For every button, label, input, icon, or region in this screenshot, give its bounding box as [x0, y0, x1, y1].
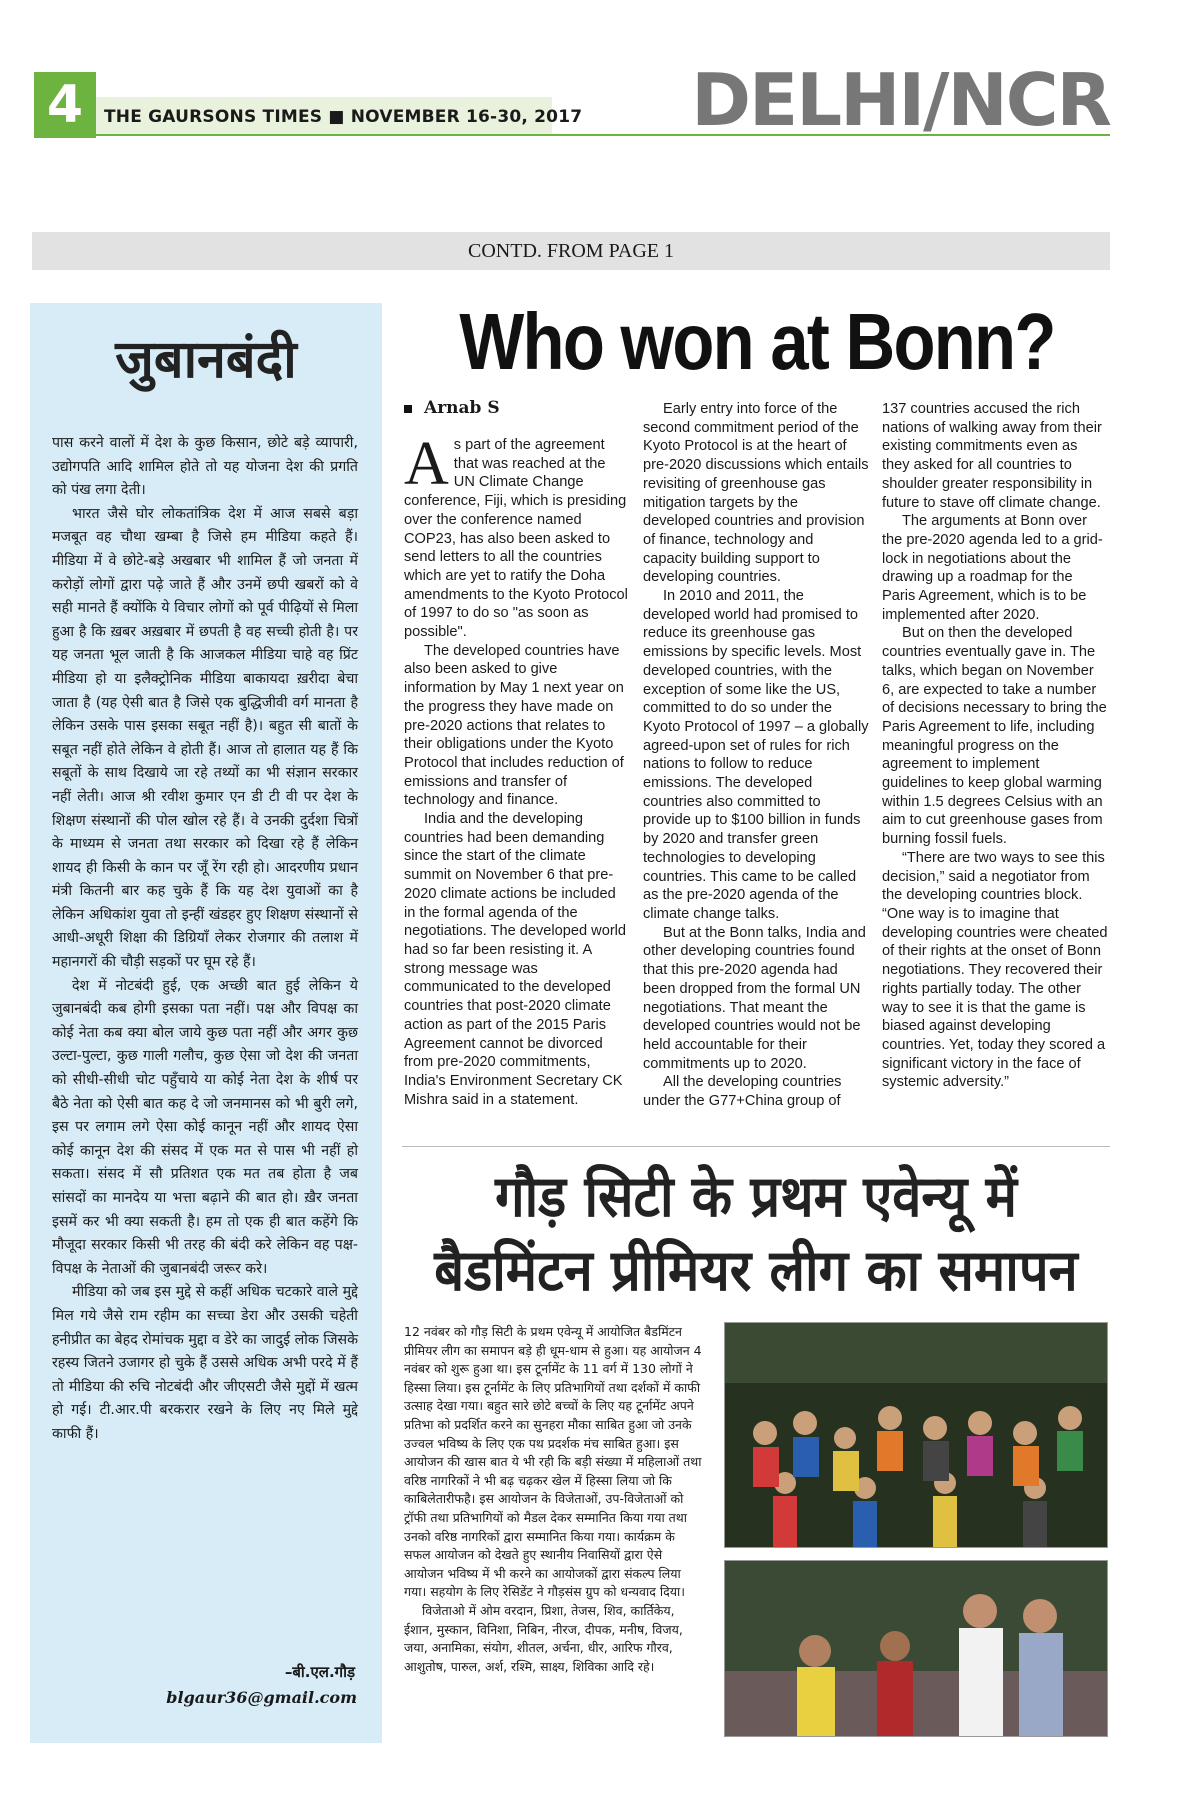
editorial-body	[52, 432, 358, 1447]
badminton-headline	[430, 1160, 1081, 1308]
byline-name: Arnab S	[424, 398, 500, 418]
byline-square-icon	[404, 405, 412, 413]
article-column-1	[404, 430, 630, 1109]
editorial-paragraph: मीडिया को जब इस मुद्दे से कहीं अधिक चटकारे वाले मुद्दे मिल गये जैसे राम रहीम का सच्चा डेरा और उसकी चहेती हनीप्रीत का बेहद रोमांचक मुद्दा व डेरे का जादुई लोक जिसके रहस्य जितने उजागर हो चुके हैं उससे अधिक अभी परदे में हैं तो मीडिया की रुचि नोटबंदी और जीएसटी जैसे मुद्दों में खत्म हो गई। टी.आर.पी बरकरार रखने के लिए नए मिले मुद्दे काफी हैं।	[52, 1284, 358, 1442]
badminton-headline-line-2: बैडमिंटन प्रीमियर लीग का समापन	[434, 1238, 1078, 1304]
article-paragraph-text: s part of the agreement that was reached at the UN Climate Change conference, Fiji, which is presiding over the conference named COP23, has also been asked to send letters to all the countries which are yet to ratify the Doha amendments to the Kyoto Protocol of 1997 to do so "as soon as possible".	[404, 437, 628, 641]
article-paragraph: “There are two ways to see this decision,” said a negotiator from the developing countries block. “One way is to imagine that developing countries were cheated of their rights at the onset of Bonn negotiations. They recovered their rights partially today. The other way to see it is that the game is biased against developing countries. Yet, today they scored a significant victory in the face of systemic adversity.”	[882, 849, 1108, 1091]
award-photo	[724, 1560, 1108, 1737]
article-paragraph: The arguments at Bonn over the pre-2020 agenda led to a grid-lock in negotiations about the drawing up a roadmap for the Paris Agreement, which is to be implemented after 2020.	[882, 513, 1103, 623]
article-column-2	[643, 400, 869, 1111]
article-paragraph: In 2010 and 2011, the developed world had promised to reduce its greenhouse gas emissions by specific levels. Most developed countries, with the exception of some like the US, committed to do so under the Kyoto Protocol of 1997 – a globally agreed-upon set of rules for rich nations to follow to reduce emissions. The developed countries also committed to provide up to $100 billion in funds by 2020 and transfer green technologies to developing countries. This came to be called as the pre-2020 agenda of the climate change talks.	[643, 588, 869, 922]
article-paragraph: All the developing countries under the G77+China group of	[643, 1074, 842, 1110]
badminton-paragraph: विजेताओ में ओम वरदान, प्रिशा, तेजस, शिव, कार्तिकेय, ईशान, मुस्कान, विनिशा, निबिन, नीरज, दीपक, मनीष, विजय, जया, अनामिका, संयोग, शीतल, अर्चना, धीर, आरिफ गौरव, आशुतोष, पारुल, अर्श, रश्मि, साक्ष्य, शिविका आदि रहे।	[404, 1602, 683, 1674]
badminton-paragraph: 12 नवंबर को गौड़ सिटी के प्रथम एवेन्यू में आयोजित बैडमिंटन प्रीमियर लीग का समापन बड़े ही धूम-धाम से हुआ। यह आयोजन 4 नवंबर को शुरू हुआ था। इस टूर्नामेंट के 11 वर्ग में 130 लोगों ने हिस्सा लिया। इस टूर्नामेंट के लिए प्रतिभागियों तथा दर्शकों में काफी उत्साह देखा गया। बहुत सारे छोटे बच्चों के लिए यह टूर्नामेंट अपने प्रतिभा को प्रदर्शित करने का सुनहरा मौका साबित हुआ जो उनके उज्वल भविष्य के लिए एक पथ प्रदर्शक मंच साबित हुआ। इस आयोजन की खास बात ये भी रही कि बड़ी संख्या में महिलाओं तथा वरिष्ठ नागरिकों ने भी बढ़ चढ़कर खेल में हिस्सा लिया जो कि काबिलेतारीफहै। इस आयोजन के विजेताओं, उप-विजेताओं को ट्रॉफी तथा प्रतिभागियों को मैडल देकर सम्मानित किया गया तथा उनको वरिष्ठ नागरिकों द्वारा सम्मानित किया गया। कार्यक्रम के सफल आयोजन को देखते हुए स्थानीय निवासियों द्वारा ऐसे आयोजन भविष्य में भी करने का आयोजकों द्वारा संकल्प लिया गया। सहयोग के लिए रेसिडेंट ने गौड़संस ग्रुप को धन्यवाद दिया।	[404, 1324, 702, 1600]
page-number: 4	[34, 72, 96, 138]
editorial-author: –बी.एल.गौड़	[284, 1663, 355, 1681]
article-paragraph: The developed countries have also been asked to give information by May 1 next year on the progress they have made on pre-2020 actions that relates to their obligations under the Kyoto Protocol that includes reduction of emissions and transfer of technology and finance.	[404, 642, 624, 809]
section-title: DELHI/NCR	[691, 58, 1110, 142]
badminton-body	[404, 1323, 704, 1676]
editorial-paragraph: पास करने वालों में देश के कुछ किसान, छोटे बड़े व्यापारी, उद्योगपति आदि शामिल होते तो यह योजना देश की प्रगति को पंख लगा देती।	[52, 435, 358, 499]
article-headline: Who won at Bonn?	[459, 297, 1055, 386]
article-byline	[404, 398, 500, 418]
section-divider	[402, 1146, 1110, 1147]
article-column-3	[882, 400, 1108, 1092]
article-paragraph: India and the developing countries had been demanding since the start of the climate summit on November 6 that pre-2020 climate actions be included in the formal agenda of the negotiations. The developed world had so far been resisting it. A strong message was communicated to the developed countries that post-2020 climate action as part of the 2015 Paris Agreement cannot be divorced from pre-2020 commitments, India's Environment Secretary CK Mishra said in a statement.	[404, 811, 627, 1108]
contd-banner: CONTD. FROM PAGE 1	[32, 232, 1110, 270]
editorial-paragraph: देश में नोटबंदी हुई, एक अच्छी बात हुई लेकिन ये जुबानबंदी कब होगी इसका पता नहीं। पक्ष और विपक्ष का कोई नेता कब क्या बोल जाये कुछ पता नहीं और अगर कुछ उल्टा-पुल्टा, कुछ गाली गलौच, कुछ ऐसा जो देश की जनता को सीधी-सीधी चोट पहुँचाये या कोई नेता देश के शीर्ष पर बैठे नेता को ऐसी बात कह दे जो जनमानस को भी बुरी लगे, इस पर लगाम लगे ऐसा कोई कानून नहीं और शायद ऐसा कोई कानून देश की संसद में एक मत से पास भी नहीं हो सकता। संसद में सौ प्रतिशत एक मत तब होता है जब सांसदों का मानदेय या भत्ता बढ़ाने की बात हो। ख़ैर जनता इसमें कर भी क्या सकती है। हम तो एक ही बात कहेंगे कि मौजूदा सरकार किसी भी तरह की बंदी करे लेकिन वह पक्ष-विपक्ष के नेताओं की जुबानबंदी जरूर करे।	[52, 977, 358, 1277]
dropcap: A	[404, 430, 449, 498]
group-photo	[724, 1322, 1108, 1548]
article-paragraph: 137 countries accused the rich nations of walking away from their existing commitments even as they asked for all countries to shoulder greater responsibility in future to stave off climate change.	[882, 401, 1102, 511]
editorial-email[interactable]: blgaur36@gmail.com	[166, 1688, 357, 1707]
editorial-title: जुबानबंदी	[115, 330, 297, 390]
article-paragraph: Early entry into force of the second commitment period of the Kyoto Protocol is at the heart of pre-2020 discussions which entails revisiting of greenhouse gas mitigation targets by the developed countries and provision of finance, technology and capacity building support to developing countries.	[643, 401, 869, 586]
editorial-paragraph: भारत जैसे घोर लोकतांत्रिक देश में आज सबसे बड़ा मजबूत वह चौथा खम्बा है जिसे हम मीडिया कहते हैं। मीडिया में वे छोटे-बड़े अखबार भी शामिल हैं जो जनता में करोड़ों लोगों द्वारा पढ़े जाते हैं और उनमें छपी खबरों को वे सही मानते हैं क्योंकि ये विचार लोगों को पूर्व पीढ़ियों से मिला हुआ है कि ख़बर अख़बार में छपती है वह सच्ची होती है। पर यह जनता भूल जाती है कि आजकल मीडिया चाहे वह प्रिंट मीडिया हो या इलैक्ट्रोनिक मीडिया बाकायदा ख़रीदा बेचा जाता है (यह ऐसी बात है जिसे एक बुद्धिजीवी वर्ग मानता है लेकिन उसके पास इसका सबूत नहीं है)। बहुत सी बातों के सबूत नहीं होते लेकिन वे होती हैं। आज तो हालात यह हैं कि सबूतों के साथ दिखाये जा रहे तथ्यों का भी संज्ञान सरकार नहीं लेती। आज श्री रवीश कुमार एन डी टी वी पर देश के शिक्षण संस्थानों की पोल खोल रहे हैं। वे उनकी दुर्दशा चित्रों के माध्यम से जनता तथा सरकार को दिखा रहे हैं लेकिन शायद ही किसी के कान पर जूँ रेंग रही हो। आदरणीय प्रधान मंत्री कितनी बार कह चुके हैं कि यह देश युवाओं का है लेकिन अधिकांश युवा तो इन्हीं खंडहर हुए शिक्षण संस्थानों से आधी-अधूरी शिक्षा की डिग्रियाँ लेकर रोजगार की तलाश में महानगरों की चौड़ी सड़कों पर घूम रहे हैं।	[52, 505, 358, 971]
masthead: THE GAURSONS TIMES ■ NOVEMBER 16-30, 2017	[104, 107, 583, 127]
article-paragraph: But on then the developed countries eventually gave in. The talks, which began on November 6, are expected to take a number of decisions necessary to bring the Paris Agreement to life, including meaningful progress on the agreement to implement guidelines to keep global warming within 1.5 degrees Celsius with an aim to cut greenhouse gases from burning fossil fuels.	[882, 625, 1107, 848]
article-paragraph: But at the Bonn talks, India and other developing countries found that this pre-2020 agenda had been dropped from the formal UN negotiations. That meant the developed countries would not be held accountable for their commitments up to 2020.	[643, 924, 866, 1072]
article-paragraph	[404, 430, 630, 642]
badminton-headline-line-1: गौड़ सिटी के प्रथम एवेन्यू में	[495, 1164, 1017, 1230]
